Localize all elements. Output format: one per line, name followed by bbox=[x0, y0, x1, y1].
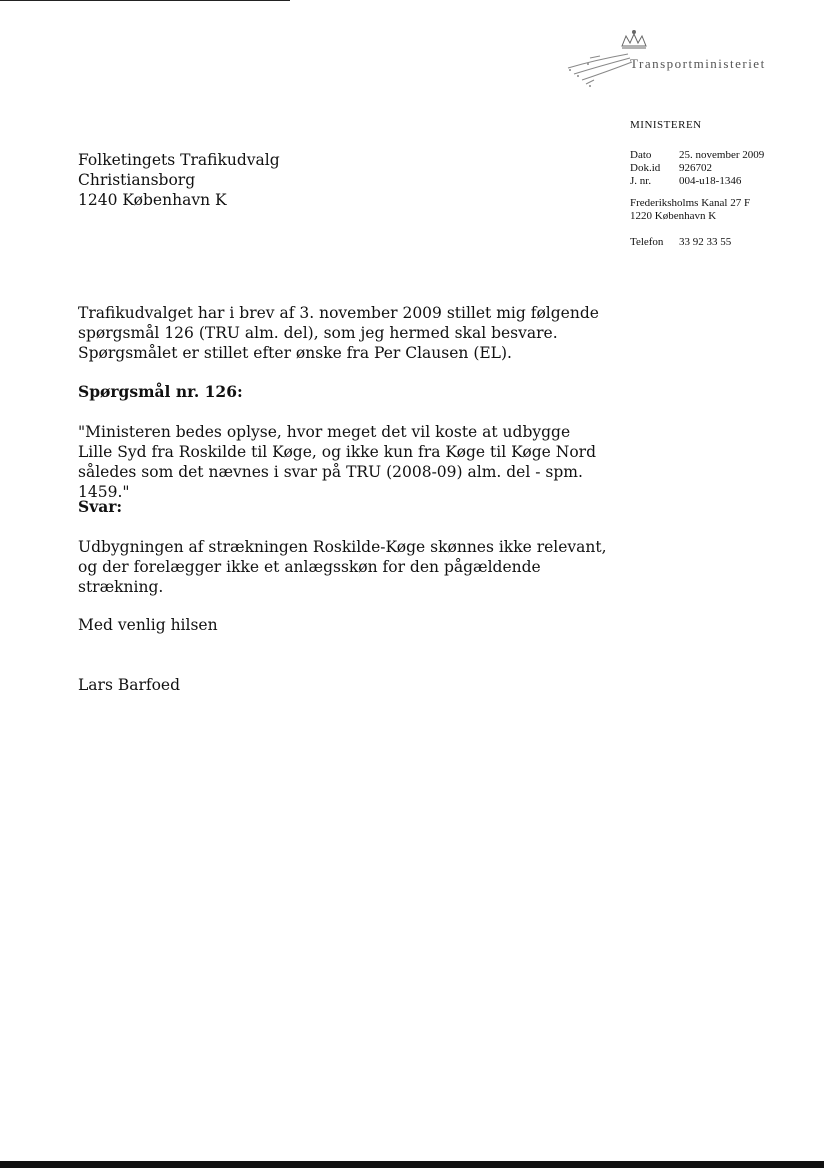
meta-value: 004-u18-1346 bbox=[679, 175, 742, 187]
letter-meta bbox=[630, 149, 764, 188]
phone-label: Telefon bbox=[630, 236, 664, 248]
question-paragraph: "Ministeren bedes oplyse, hvor meget det vil koste at udbygge Lille Syd fra Roskilde til Køge, og ikke kun fra Køge til Køge Nord således som det nævnes i svar på TRU (2008-09) alm. del - spm. 1459." bbox=[78, 423, 596, 501]
answer-heading: Svar: bbox=[78, 497, 123, 516]
signature-name: Lars Barfoed bbox=[78, 676, 181, 694]
meta-label: Dato bbox=[630, 149, 652, 161]
ministry-logo bbox=[560, 28, 800, 98]
meta-row-jnr bbox=[630, 175, 764, 188]
phone-number: 33 92 33 55 bbox=[679, 236, 732, 248]
question-heading: Spørgsmål nr. 126: bbox=[78, 382, 243, 401]
sender-phone bbox=[630, 236, 731, 248]
closing-salutation: Med venlig hilsen bbox=[78, 616, 218, 634]
ministry-name: Transportministeriet bbox=[630, 56, 766, 71]
letter-sidebar bbox=[630, 119, 765, 248]
meta-label: Dok.id bbox=[630, 162, 661, 174]
meta-row-date bbox=[630, 149, 764, 162]
top-rule bbox=[0, 0, 290, 1]
bottom-rule bbox=[0, 1161, 824, 1168]
sender-address bbox=[630, 197, 750, 223]
sender-title: MINISTEREN bbox=[630, 119, 702, 131]
address-line: Frederiksholms Kanal 27 F bbox=[630, 197, 751, 209]
recipient-line: Christiansborg bbox=[78, 171, 196, 189]
meta-value: 25. november 2009 bbox=[679, 149, 765, 161]
meta-row-dokid bbox=[630, 162, 764, 175]
answer-paragraph: Udbygningen af strækningen Roskilde-Køge skønnes ikke relevant, og der forelægger ikke et anlægsskøn for den pågældende strækning. bbox=[78, 538, 607, 596]
meta-label: J. nr. bbox=[630, 175, 652, 187]
meta-value: 926702 bbox=[679, 162, 712, 174]
recipient-line: Folketingets Trafikudvalg bbox=[78, 151, 280, 169]
address-line: 1220 København K bbox=[630, 210, 717, 222]
intro-paragraph: Trafikudvalget har i brev af 3. november 2009 stillet mig følgende spørgsmål 126 (TRU alm. del), som jeg hermed skal besvare. Spørgsmålet er stillet efter ønske fra Per Clausen (EL). bbox=[78, 304, 599, 362]
recipient-address bbox=[78, 150, 280, 210]
recipient-line: 1240 København K bbox=[78, 191, 227, 209]
